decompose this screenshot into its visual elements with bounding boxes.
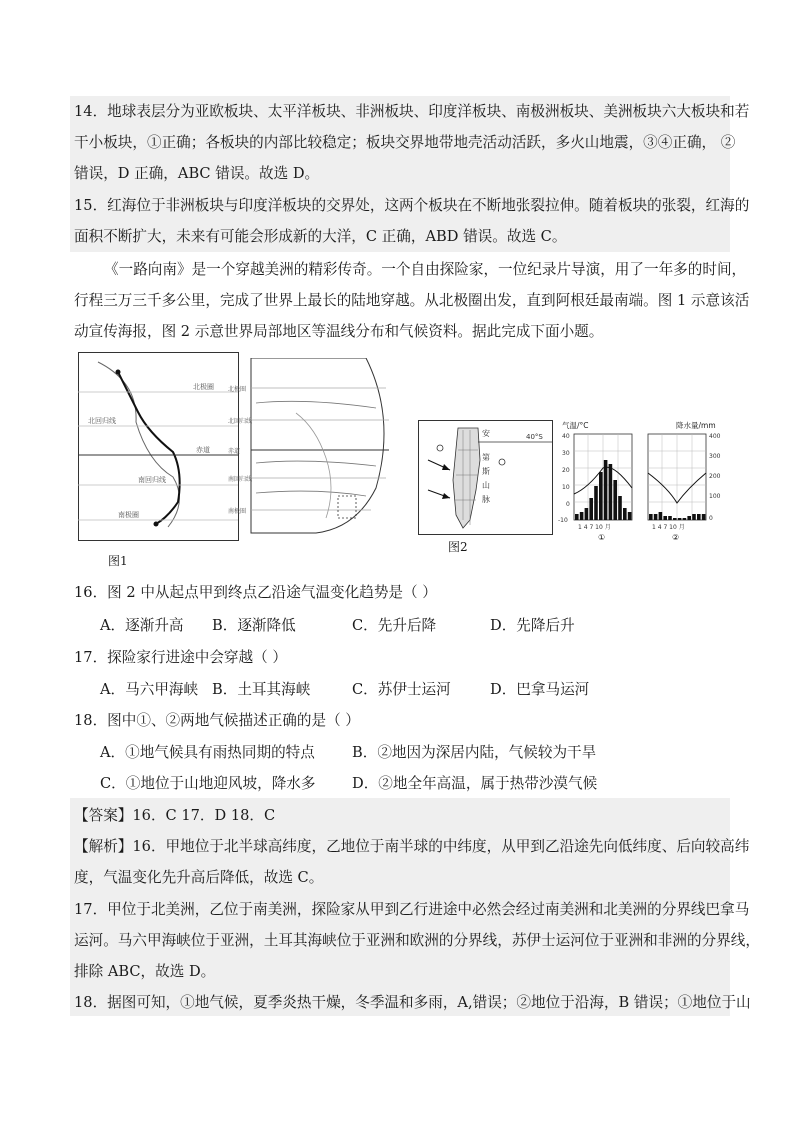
svg-text:20: 20 [562, 467, 570, 474]
inset-label-andes: 安 [482, 429, 490, 438]
figure-1-caption: 图1 [108, 554, 128, 568]
svg-text:1 4 7 10 月: 1 4 7 10 月 [652, 524, 685, 531]
q18-option-b[interactable]: B．②地因为深居内陆，气候较为干旱 [352, 744, 597, 761]
chart2-bar [668, 516, 672, 520]
intro-line-1: 《一路向南》是一个穿越美洲的精彩传奇。一个自由探险家，一位纪录片导演，用了一年多的时间， [104, 261, 747, 278]
analysis-line-3: 17．甲位于北美洲，乙位于南美洲，探险家从甲到乙行进途中必然会经过南美洲和北美洲的分界线巴拿马 [74, 901, 750, 918]
chart2-bar [697, 514, 701, 520]
figure-2-inset-map [418, 420, 553, 535]
q17-option-d[interactable]: D．巴拿马运河 [490, 681, 590, 698]
chart1-bar [585, 508, 589, 520]
q17-option-b[interactable]: B．土耳其海峡 [212, 681, 311, 698]
intro-line-2: 行程三万三千多公里，完成了世界上最长的陆地穿越。从北极圈出发，直到阿根廷最南端。图 1 示意该活 [74, 292, 750, 309]
chart2-bar [683, 518, 687, 520]
q16-option-c[interactable]: C．先升后降 [352, 617, 437, 634]
chart2-bar [663, 516, 667, 520]
svg-text:0: 0 [709, 515, 713, 522]
answer-line: 【答案】16．C 17．D 18．C [74, 807, 276, 824]
svg-text:-10: -10 [558, 517, 568, 524]
figure-2-caption: 图2 [448, 540, 468, 554]
svg-text:200: 200 [709, 473, 721, 480]
map1-label-arctic: 北极圈 [193, 383, 214, 391]
q18-option-a[interactable]: A．①地气候具有雨热同期的特点 [100, 744, 315, 761]
chart1-bar [580, 512, 584, 520]
map1-label-antarctic: 南极圈 [118, 511, 139, 519]
chart-ylabel-left: 气温/°C [562, 421, 589, 430]
intro-line-3: 动宣传海报，图 2 示意世界局部地区等温线分布和气候资料。据此完成下面小题。 [74, 323, 604, 340]
chart1-grid [574, 434, 632, 520]
chart1-bar [589, 498, 593, 520]
q15-line-1: 15．红海位于非洲板块与印度洋板块的交界处，这两个板块在不断地张裂拉伸。随着板块的张裂，红海的 [74, 197, 750, 214]
inset-lat-label: 40°S [526, 433, 543, 441]
q17-option-a[interactable]: A．马六甲海峡 [100, 681, 199, 698]
svg-text:30: 30 [562, 450, 570, 457]
chart-ylabel-right: 降水量/mm [676, 421, 716, 430]
chart1-bar [628, 512, 632, 520]
q15-line-2: 面积不断扩大，未来有可能会形成新的大洋，C 正确，ABD 错误。故选 C。 [74, 228, 567, 245]
chart1-bar [604, 460, 608, 520]
svg-text:300: 300 [709, 453, 721, 460]
chart2-bar [659, 512, 663, 520]
q16-option-d[interactable]: D．先降后升 [490, 617, 575, 634]
q16-stem: 16．图 2 中从起点甲到终点乙沿途气温变化趋势是（ ） [74, 584, 437, 601]
svg-text:400: 400 [709, 433, 721, 440]
q14-line-2: 干小板块，①正确；各板块的内部比较稳定；板块交界地带地壳活动活跃，多火山地震，③④正确， ② [74, 134, 736, 151]
q14-line-1: 14．地球表层分为亚欧板块、太平洋板块、非洲板块、印度洋板块、南极洲板块、美洲板块六大板块和若 [74, 103, 750, 120]
chart1-marker: ① [598, 533, 606, 542]
chart2-bar [687, 516, 691, 520]
map1-label-equator: 赤道 [196, 446, 210, 454]
q17-stem: 17．探险家行进途中会穿越（ ） [74, 649, 287, 666]
svg-text:10: 10 [562, 484, 570, 491]
analysis-line-6: 18．据图可知，①地气候，夏季炎热干燥，冬季温和多雨，A,错误；②地位于沿海，B 错误；①地位于山 [74, 994, 751, 1011]
chart2-bar [673, 518, 677, 520]
climate-charts [558, 418, 728, 548]
map1-label-cancer: 北回归线 [88, 417, 116, 425]
chart1-bar [623, 508, 627, 520]
chart1-bar [613, 480, 617, 520]
q14-line-3: 错误，D 正确，ABC 错误。故选 D。 [74, 165, 320, 182]
svg-text:40: 40 [562, 433, 570, 440]
chart2-grid [648, 434, 706, 520]
chart2-marker: ② [672, 533, 680, 542]
map2-label-cancer: 北回归线 [228, 418, 253, 425]
figure-1-map [78, 352, 253, 542]
chart2-bar [702, 514, 706, 520]
map2-label-antarctic: 南极圈 [228, 508, 247, 515]
svg-text:0: 0 [566, 501, 570, 508]
chart1-bar [575, 514, 579, 520]
chart1-bar [609, 464, 613, 520]
chart2-bar [678, 518, 682, 520]
inset-label-m4: 脉 [482, 495, 490, 504]
map2-label-capricorn: 南回归线 [228, 476, 253, 483]
map2-label-arctic: 北极圈 [228, 386, 247, 393]
q16-option-b[interactable]: B．逐渐降低 [212, 617, 296, 634]
q18-option-d[interactable]: D．②地全年高温，属于热带沙漠气候 [352, 775, 598, 792]
inset-label-m2: 斯 [482, 467, 490, 476]
chart2-bar [692, 514, 696, 520]
map1-label-capricorn: 南回归线 [138, 476, 166, 484]
svg-text:100: 100 [709, 493, 721, 500]
analysis-line-4: 运河。马六甲海峡位于亚洲，土耳其海峡位于亚洲和欧洲的分界线，苏伊士运河位于亚洲和非洲的分界线， [74, 932, 760, 949]
map2-label-equator: 赤道 [228, 448, 241, 455]
chart1-bar [594, 486, 598, 520]
chart1-bar [599, 472, 603, 520]
inset-label-m1: 第 [482, 453, 490, 462]
chart1-bar [618, 496, 622, 520]
figure-2-world-map [226, 358, 396, 538]
svg-text:1 4 7 10 月: 1 4 7 10 月 [578, 524, 611, 531]
q18-stem: 18．图中①、②两地气候描述正确的是（ ） [74, 712, 360, 729]
q16-option-a[interactable]: A．逐渐升高 [100, 617, 184, 634]
q17-option-c[interactable]: C．苏伊士运河 [352, 681, 451, 698]
q18-option-c[interactable]: C．①地位于山地迎风坡，降水多 [100, 775, 316, 792]
analysis-line-2: 度，气温变化先升高后降低，故选 C。 [74, 869, 324, 886]
analysis-line-5: 排除 ABC，故选 D。 [74, 963, 216, 980]
chart2-bar [649, 514, 653, 520]
inset-label-m3: 山 [482, 481, 490, 490]
chart2-bar [654, 514, 658, 520]
analysis-line-1: 【解析】16．甲地位于北半球高纬度，乙地位于南半球的中纬度，从甲到乙沿途先向低纬度、后向较高纬 [74, 838, 750, 855]
